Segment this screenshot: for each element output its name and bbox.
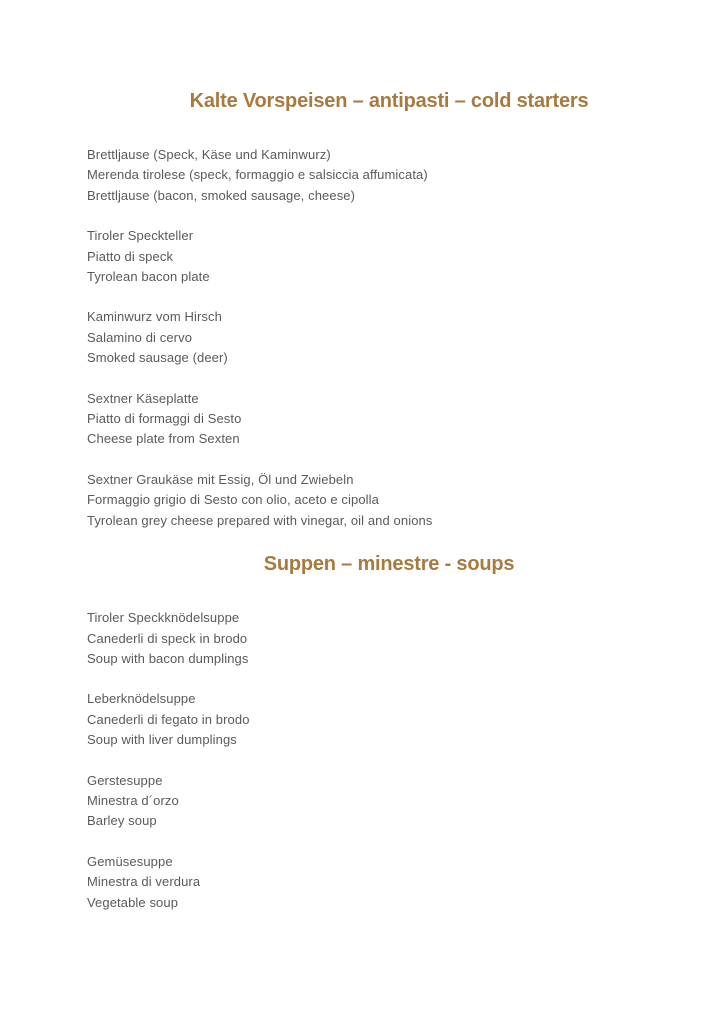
menu-item-line-it: Merenda tirolese (speck, formaggio e salsiccia affumicata) — [87, 167, 428, 183]
menu-item-line-en: Soup with liver dumplings — [87, 732, 237, 748]
menu-item-kaminwurz — [87, 307, 664, 368]
menu-item-line-en: Smoked sausage (deer) — [87, 350, 228, 366]
menu-item-line-de: Kaminwurz vom Hirsch — [87, 309, 222, 325]
menu-item-brettljause — [87, 145, 664, 206]
menu-item-speckknoedelsuppe — [87, 608, 664, 669]
menu-item-line-en: Vegetable soup — [87, 894, 179, 910]
menu-item-graukaese — [87, 470, 664, 531]
menu-item-line-it: Minestra d´orzo — [87, 792, 179, 808]
menu-item-line-en: Cheese plate from Sexten — [87, 431, 240, 447]
menu-item-line-en: Tyrolean grey cheese prepared with vinegar, oil and onions — [87, 512, 433, 528]
menu-item-line-de: Leberknödelsuppe — [87, 691, 196, 707]
section-soups — [87, 551, 664, 913]
section-title-cold-starters: Kalte Vorspeisen – antipasti – cold starters — [189, 90, 589, 112]
section-title-soups: Suppen – minestre - soups — [263, 553, 515, 576]
menu-item-line-de: Gerstesuppe — [87, 772, 163, 788]
menu-item-line-de: Gemüsesuppe — [87, 853, 173, 869]
section-cold-starters — [87, 88, 664, 531]
menu-item-line-en: Barley soup — [87, 813, 157, 829]
menu-item-line-en: Soup with bacon dumplings — [87, 650, 249, 666]
menu-item-gerstesuppe — [87, 771, 664, 832]
menu-item-line-de: Brettljause (Speck, Käse und Kaminwurz) — [87, 147, 331, 162]
menu-item-speckteller — [87, 226, 664, 287]
menu-item-line-en: Tyrolean bacon plate — [87, 269, 210, 285]
menu-item-line-en: Brettljause (bacon, smoked sausage, cheese) — [87, 187, 356, 203]
menu-item-line-it: Salamino di cervo — [87, 329, 193, 345]
menu-item-line-de: Sextner Graukäse mit Essig, Öl und Zwiebeln — [87, 471, 354, 487]
menu-item-line-it: Canederli di speck in brodo — [87, 630, 248, 646]
menu-item-line-de: Tiroler Speckteller — [87, 228, 194, 244]
menu-item-line-it: Formaggio grigio di Sesto con olio, aceto e cipolla — [87, 492, 379, 508]
menu-item-line-it: Minestra di verdura — [87, 874, 201, 890]
menu-item-line-it: Canederli di fegato in brodo — [87, 711, 250, 727]
menu-item-gemuesesuppe — [87, 852, 664, 913]
menu-item-line-it: Piatto di formaggi di Sesto — [87, 411, 242, 427]
menu-item-kaeseplatte — [87, 389, 664, 450]
menu-item-line-it: Piatto di speck — [87, 248, 174, 264]
menu-item-line-de: Sextner Käseplatte — [87, 390, 199, 406]
menu-item-leberknoedelsuppe — [87, 689, 664, 750]
menu-item-line-de: Tiroler Speckknödelsuppe — [87, 610, 240, 626]
